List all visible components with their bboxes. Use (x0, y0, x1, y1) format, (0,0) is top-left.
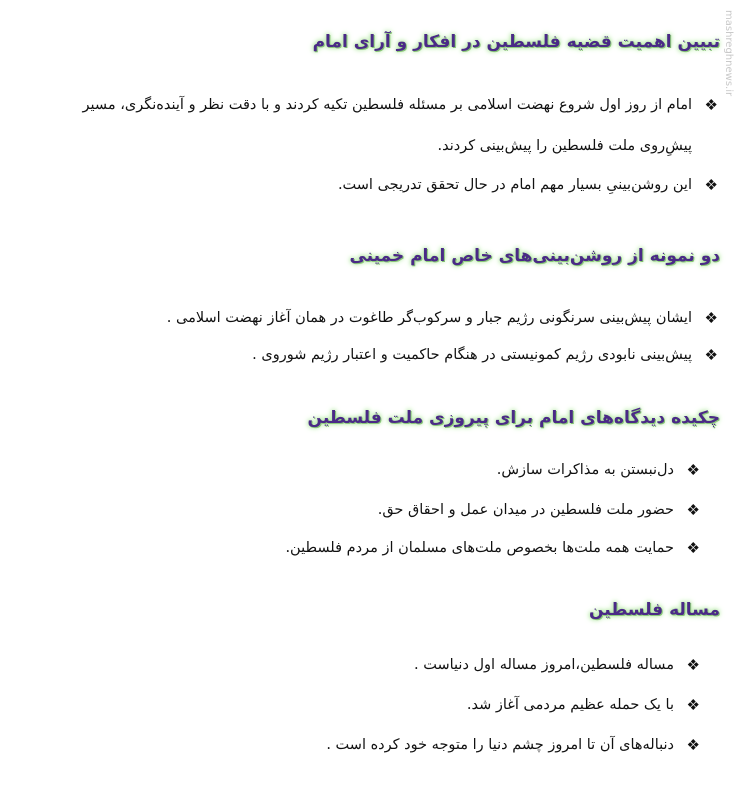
list-item (82, 95, 718, 115)
watermark: mashreghnews.ir (723, 10, 734, 97)
list-item (326, 735, 700, 755)
bullet-icon: ❖ (704, 346, 718, 364)
bullet-text: دل‌نبستن به مذاکرات سازش. (496, 462, 674, 478)
bullet-icon: ❖ (686, 736, 700, 754)
list-item (414, 655, 700, 675)
bullet-icon: ❖ (704, 96, 718, 114)
bullet-text: با یک حمله عظیم مردمی آغاز شد. (466, 697, 674, 713)
bullet-icon: ❖ (686, 696, 700, 714)
list-item (252, 345, 718, 365)
heading-4: مساله فلسطین (589, 600, 720, 620)
bullet-text: حضور ملت فلسطین در میدان عمل و احقاق حق. (377, 502, 674, 518)
bullet-text: حمایت همه ملت‌ها بخصوص ملت‌های مسلمان از مردم فلسطین. (285, 540, 674, 556)
bullet-icon: ❖ (686, 539, 700, 557)
bullet-text: امام از روز اول شروع نهضت اسلامی بر مسئله فلسطین تکیه کردند و با دقت نظر و آینده‌نگری، مسیر (82, 97, 692, 113)
list-item (285, 538, 700, 558)
heading-2: دو نمونه از روشن‌بینی‌های خاص امام خمینی (349, 246, 720, 266)
list-item (496, 460, 700, 480)
bullet-text: پیش‌بینی نابودی رژیم کمونیستی در هنگام حاکمیت و اعتبار رژیم شوروی . (252, 347, 692, 363)
list-item (337, 175, 718, 195)
list-item (377, 500, 700, 520)
bullet-text: این روشن‌بینیِ بسیار مهم امام در حال تحقق تدریجی است. (337, 177, 692, 193)
list-item (466, 695, 700, 715)
heading-1: تبیین اهمیت قضیه فلسطین در افکار و آرای امام (312, 32, 720, 52)
bullet-icon: ❖ (704, 176, 718, 194)
bullet-icon: ❖ (704, 309, 718, 327)
bullet-continuation: پیشِ‌روی ملت فلسطین را پیش‌بینی کردند. (437, 138, 692, 154)
list-item (166, 308, 718, 328)
bullet-text: ایشان پیش‌بینی سرنگونی رژیم جبار و سرکوب‌گر طاغوت در همان آغاز نهضت اسلامی . (166, 310, 692, 326)
bullet-icon: ❖ (686, 501, 700, 519)
heading-3: چکیده دیدگاه‌های امام برای پیروزی ملت فلسطین (307, 408, 720, 428)
bullet-text: مساله فلسطین،امروز مساله اول دنیاست . (414, 657, 674, 673)
bullet-icon: ❖ (686, 656, 700, 674)
bullet-icon: ❖ (686, 461, 700, 479)
bullet-text: دنباله‌های آن تا امروز چشم دنیا را متوجه خود کرده است . (326, 737, 674, 753)
